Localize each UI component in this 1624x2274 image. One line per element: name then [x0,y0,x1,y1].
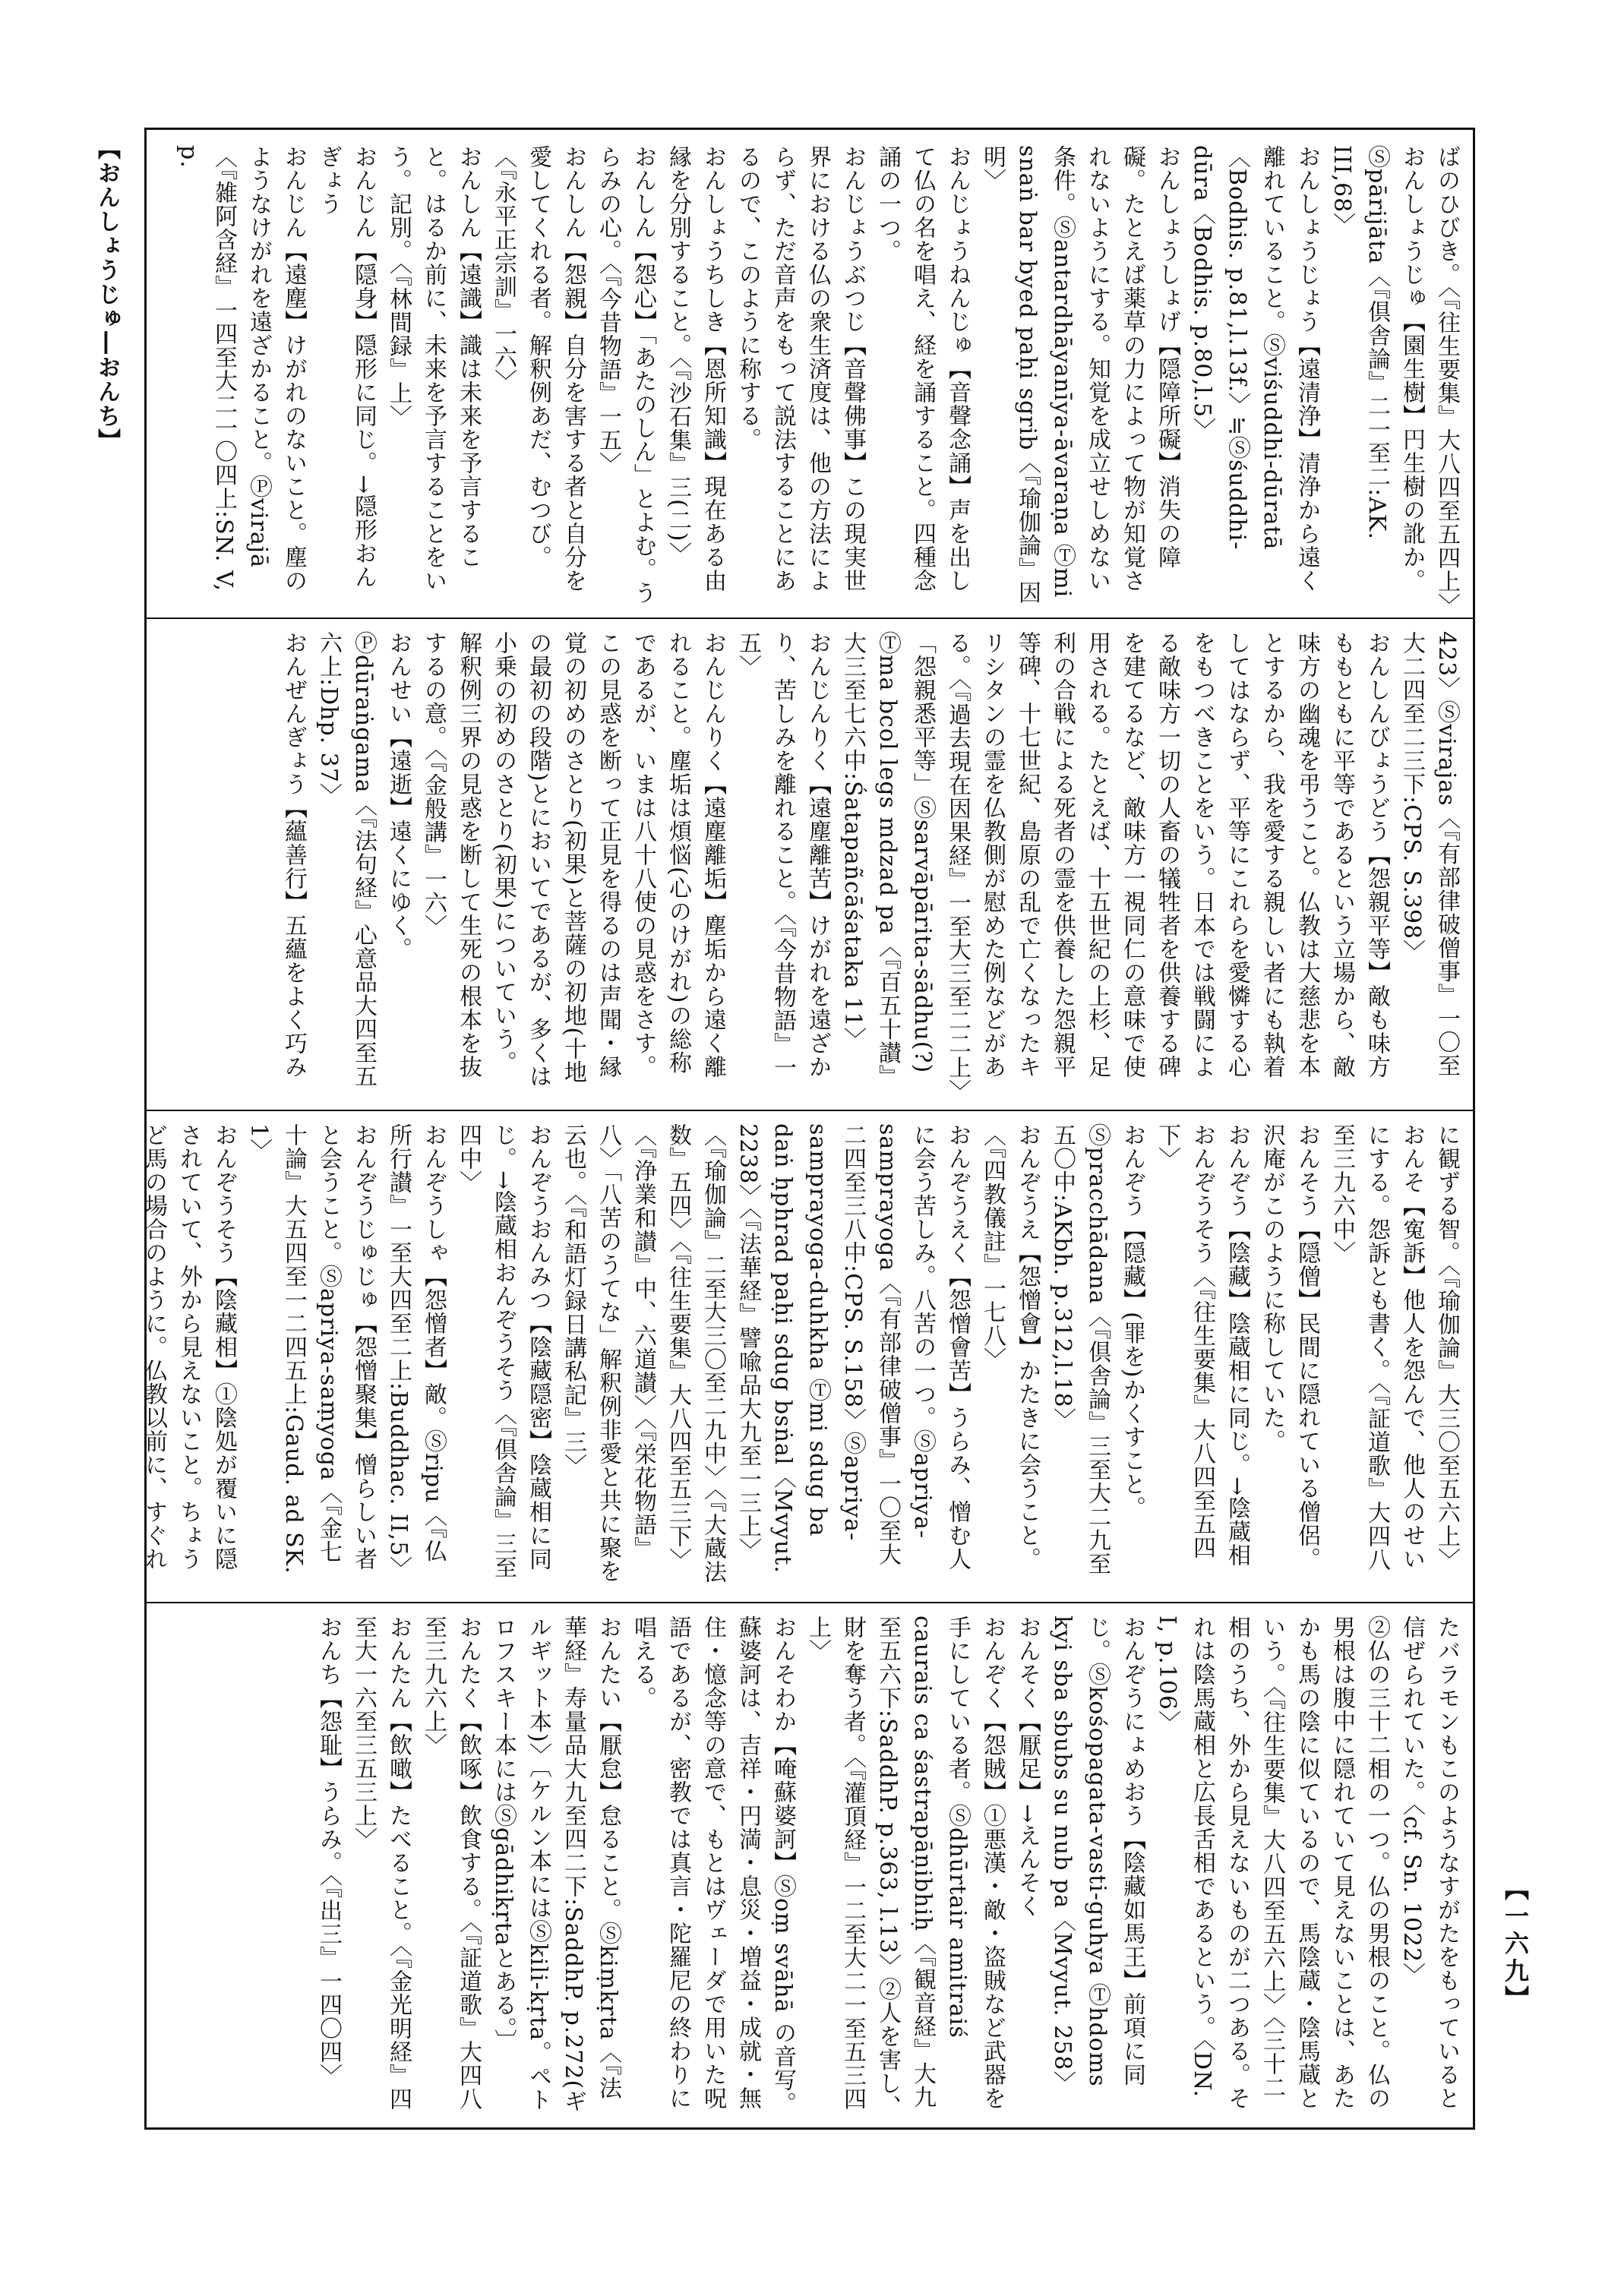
entry: おんたん【飲噉】たべること。〈『金光明経』四至大一六至三五三上〉 [350,1615,412,2111]
tier-1-body [156,145,1464,617]
tier-divider [147,1110,1473,1111]
entry: おんしょうちしき【恩所知識】現在ある由縁を分別すること。〈『沙石集』三(二)〉 [665,145,726,592]
entry: おんしん【怨親】自分を害する者と自分を愛してくれる者。解釈例あだ、むつび。〈『永平正宗訓』一六〉 [490,145,586,592]
entry: おんたい【厭怠】怠ること。Ⓢkiṃkṛta〈『法華経』寿量品大九至四二下:SaddhP. p.272(ギルギット本)〉〔ケルン本にはⓈkili-kṛta。ペトロフスキー本にはⓈgādhikṛtaとある。〕 [490,1615,621,2114]
entry: おんぞく【怨賊】①悪漢・敵・盗賊など武器を手にしている者。Ⓢdhūrtair amitraiś caurais ca śastrapāṇibhiḥ〈『観音経』大九至五六下:SaddhP. p.363, l.13〉②人を害し、財を奪う者。〈『灌頂経』一二至大二一至五三四上〉 [804,1615,1006,2119]
entry: おんぞうじゅじゅ【怨憎聚集】憎らしい者と会うこと。Ⓢapriya-saṃyoga〈『金七十論』大五四至一二四五上:Gaud. ad SK. 1〉 [245,1123,377,1574]
entry: おんしんびょうどう【怨親平等】敵も味方ももともに平等であるという立場から、敵味方の幽魂を弔うこと。仏教は大慈悲を本とするから、我を愛する親しい者にも執着してはならず、平等にこれらを愛憐する心をもつべきことをいう。日本では戦闘による敵味方一切の人畜の犠牲者を供養する碑を建てるなど、敵味方一視同仁の意味で使用される。たとえば、十五世紀の上杉、足利の合戦による死者の霊を供養した怨親平等碑、十七世紀、島原の乱で亡くなったキリシタンの霊を仏教側が慰めた例などがある。〈『過去現在因果経』一至大三至二二上〉「怨親悉平等」Ⓢsarvāpārita-sādhu(?) Ⓣma bcol legs mdzad pa〈『百五十讃』大三至七六中:Śatapañcāśataka 11〉 [839,631,1390,1091]
page-number: 【一六九】 [1501,1876,1530,2013]
tier-4 [156,1615,1464,2120]
entry: おんぞうおんみつ【陰藏隠密】陰蔵相に同じ。→陰蔵相おんぞうそう〈『倶舎論』三至四中〉 [455,1123,551,1580]
entry: おんしょうじょう【遠清浄】清浄から遠く離れていること。Ⓢviśuddhi-dūratā〈Bodhis. p.81,l.13f.〉≒Ⓢśuddhi-dūra〈Bodhis. p.80,l.5〉 [1189,145,1320,592]
entry: おんぞうえく【怨憎會苦】うらみ、憎む人に会う苦しみ。八苦の一つ。Ⓢapriya-samprayoga〈『有部律破僧事』一〇至大二四至三八中:CPS. S.158〉Ⓢapriya-samprayoga-duhkha Ⓣmi sdug ba daṅ ḥphrad paḥi sdug bsṅal〈Mvyut. 2238〉〈『法華経』譬喩品大九至一三上〉〈『瑜伽論』二至大三〇至二九中〉〈『大蔵法数』五四〉〈『往生要集』大八四至五三下〉〈『浄業和讃』中、六道讃〉〈『栄花物語』八〉「八苦のうてな」解釈例非愛と共に聚を云也。〈『和語灯録日講私記』三〉 [560,1123,971,1584]
entry: おんしょうしょげ【隠障所礙】消失の障礙。たとえば薬草の力によって物が知覚されないようにする。知覚を成立せしめない条件。Ⓢantardhāyanīya-āvaraṇa Ⓣmi snaṅ bar byed paḥi sgrib〈『瑜伽論』因明〉 [979,145,1180,605]
tier-2 [156,631,1464,1093]
entry: おんぞうそう【陰藏相】①陰処が覆いに隠されていて、外から見えないこと。ちょうど馬の場合のように。仏教以前に、すぐれ [141,1123,237,1571]
entry: ばのひびき。〈『往生要集』大八四至五四上〉 [1433,145,1460,617]
entry: おんじんりく【遠塵離苦】けがれを遠ざかり、苦しみを離れること。〈『今昔物語』一五〉 [735,631,831,1079]
entry: おんじん【隠身】隠形に同じ。→隠形おんぎょう [315,145,377,589]
tier-3-body [141,1123,1464,1585]
tier-1 [156,145,1464,617]
entry: おんぜんぎょう【蘊善行】五蘊をよく巧み [280,631,307,1079]
tier-2-body [156,631,1464,1093]
entry: おんそわか【唵蘇婆訶】Ⓢoṃ svāhā の音写。蘇婆訶は、吉祥・円満・息災・増益・成就・無住・憶念等の意で、もとはヴェーダで用いた呪語であるが、密教では真言・陀羅尼の終わりに唱える。 [630,1615,796,2116]
entry: おんしん【怨心】「あたのしん」とよむ。うらみの心。〈『今昔物語』一五〉 [595,145,656,605]
entry: おんそ【寃訴】他人を怨んで、他人のせいにする。怨訴とも書く。〈『証道歌』大四八至三九六中〉 [1329,1123,1425,1571]
entry: おんぞうえ【怨憎會】かたきに会うこと。〈『四教儀註』一七八〉 [979,1123,1041,1571]
entry: 423〉Ⓢvirajas〈『有部律破僧事』一〇至大二四至二三下:CPS. S.398〉 [1398,631,1460,1078]
running-head: 【おんしょうじゅ―おんち】 [93,137,120,453]
tier-divider [147,1602,1473,1603]
tier-4-body [156,1615,1464,2120]
entry: に観ずる智。〈『瑜伽論』大三〇至五六上〉 [1433,1123,1460,1571]
entry: おんせい【遠逝】遠くにゆく。Ⓟdūraṅgama〈『法句経』心意品大四至五六上:Dhp. 37〉 [315,631,412,1088]
entry: ②仏の三十二相の一つ。仏の男根のこと。仏の男根は腹中に隠れていて見えないことは、あたかも馬の陰に似ているので、馬陰蔵・陰馬蔵という。〈『往生要集』大八四至五六上〉〈三十二相のうち、外から見えないものが二つある。それは陰馬蔵相と広長舌相であるという。〈DN. I, p.106〉 [1154,1615,1390,2110]
entry: おんぞう【陰藏】陰蔵相に同じ。→陰蔵相おんぞうそう〈『往生要集』大八四至五四下〉 [1154,1123,1250,1568]
entry: おんしん【遠識】識は未来を予言すること。はるか前に、未来を予言することをいう。記別。〈『林間録』上〉 [385,145,482,592]
entry: おんたく【飲啄】飲食する。〈『証道歌』大四八至三九六上〉 [420,1615,482,2111]
entry: おんぞうにょめおう【陰藏如馬王】前項に同じ。Ⓢkośopagata-vasti-guhya Ⓣhdoms kyi sba sbubs su nub pa〈Mvyut. 258〉 [1049,1615,1145,2095]
tier-3 [141,1123,1464,1585]
entry: おんそう【隠僧】民間に隠れている僧侶。沢庵がこのように称していた。 [1259,1123,1320,1571]
entry: たバラモンもこのようなすがたをもっていると信ぜられていた。〈cf. Sn. 1022〉 [1398,1615,1460,2110]
entry: おんそく【厭足】→えんそく [1014,1615,1041,1919]
entry: おんじょうねんじゅ【音聲念誦】声を出して仏の名を唱え、経を誦すること。四種念誦の一つ。 [874,145,971,592]
tier-divider [147,617,1473,619]
entry: 解釈例三界の見惑を断して生死の根本を抜するの意。〈『金般講』一六〉 [420,631,482,1079]
entry: おんじん【遠塵】けがれのないこと。塵のようなけがれを遠ざかること。Ⓟvirajā〈『雑阿含経』一四至大二一〇四上:SN. V, p. [175,145,307,592]
entry: おんじょうぶつじ【音聲佛事】この現実世界における仏の衆生済度は、他の方法によらず、ただ音声をもって説法することにあるので、このように称する。 [735,145,866,592]
entry: おんぞう【隠藏】(罪を)かくすこと。Ⓢpracchādana〈『倶舎論』三至大二九至五〇中:AKbh. p.312,l.18〉 [1049,1123,1145,1576]
entry: おんぞうしゃ【怨憎者】敵。Ⓢripu〈『仏所行讃』一至大四至二上:Buddhac. II,5〉 [385,1123,447,1581]
page-frame [141,128,1475,2130]
entry: おんしょうじゅ【園生樹】円生樹の訛か。Ⓢpārijāta〈『倶舎論』二一至二:AK. III,68〉 [1329,145,1425,592]
entry: おんち【怨耻】うらみ。〈『出三』一四〇四〉 [315,1615,342,2087]
entry: おんじんりく【遠塵離垢】塵垢から遠く離れること。塵垢は煩悩(心のけがれ)の総称であるが、いまは八十八使の見惑をさす。この見惑を断って正見を得るのは声聞・縁覚の初めのさとり(初果)と菩薩の初地(十地の最初の段階)とにおいてであるが、多くは小乗の初めのさとり(初果)についていう。 [490,631,726,1088]
